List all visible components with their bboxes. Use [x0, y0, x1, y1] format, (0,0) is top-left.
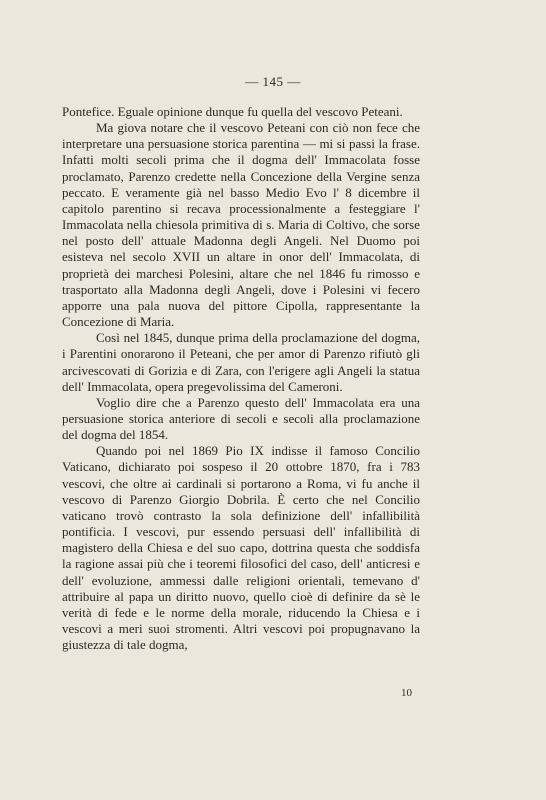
- signature-mark: 10: [401, 687, 412, 699]
- paragraph: Pontefice. Eguale opinione dunque fu quella del vescovo Peteani.: [62, 104, 403, 119]
- paragraph: Così nel 1845, dunque prima della proclamazione del dogma, i Parentini onorarono il Peteani, che per amor di Parenzo rifiutò gli arcivescovati di Gorizia e di Zara, con l'erigere agli Angeli la statua dell' Immacolata, opera pregevolissima del Cameroni.: [62, 330, 420, 394]
- body-text: [62, 104, 420, 653]
- paragraph: Voglio dire che a Parenzo questo dell' Immacolata era una persuasione storica anteriore di secoli e secoli alla proclamazione del dogma del 1854.: [62, 394, 420, 443]
- paragraph: Ma giova notare che il vescovo Peteani con ciò non fece che interpretare una persuasione storica parentina — mi si passi la frase. Infatti molti secoli prima che il dogma dell' Immacolata fosse proclamato, Parenzo credette nella Concezione della Vergine senza peccato. E veramente già nel basso Medio Evo l' 8 dicembre il capitolo parentino si recava processionalmente a festeggiare l' Immacolata nella chiesola primitiva di s. Maria di Coltivo, che sorse nel posto dell' attuale Madonna degli Angeli. Nel Duomo poi esisteva nel secolo XVII un altare in onor dell' Immacolata, di proprietà dei marchesi Polesini, altare che nel 1846 fu rimosso e trasportato alla Madonna degli Angeli, dove i Polesini vi fecero apporre una pala nuova del pittore Cipolla, rappresentante la Concezione di Maria.: [62, 120, 420, 330]
- page-number: — 145 —: [245, 74, 301, 89]
- paragraph: Quando poi nel 1869 Pio IX indisse il famoso Concilio Vaticano, dichiarato poi sospeso il 20 ottobre 1870, fra i 783 vescovi, che oltre ai cardinali si portarono a Roma, vi fu anche il vescovo di Parenzo Giorgio Dobrila. È certo che nel Concilio vaticano trovò contrasto la sola definizione dell' infallibilità pontificia. I vescovi, pur essendo persuasi dell' infallibilità di magistero della Chiesa e del suo capo, dottrina questa che soddisfa la ragione assai più che i teoremi filosofici del caso, dell' anticresi e dell' evoluzione, ammessi dalle religioni orientali, temevano d' attribuire al papa un diritto nuovo, quello cioè di definire da sè le verità di fede e le norme della morale, riducendo la Chiesa e i vescovi a meri suoi stromenti. Altri vescovi poi propugnavano la giustezza di tale dogma,: [62, 443, 420, 653]
